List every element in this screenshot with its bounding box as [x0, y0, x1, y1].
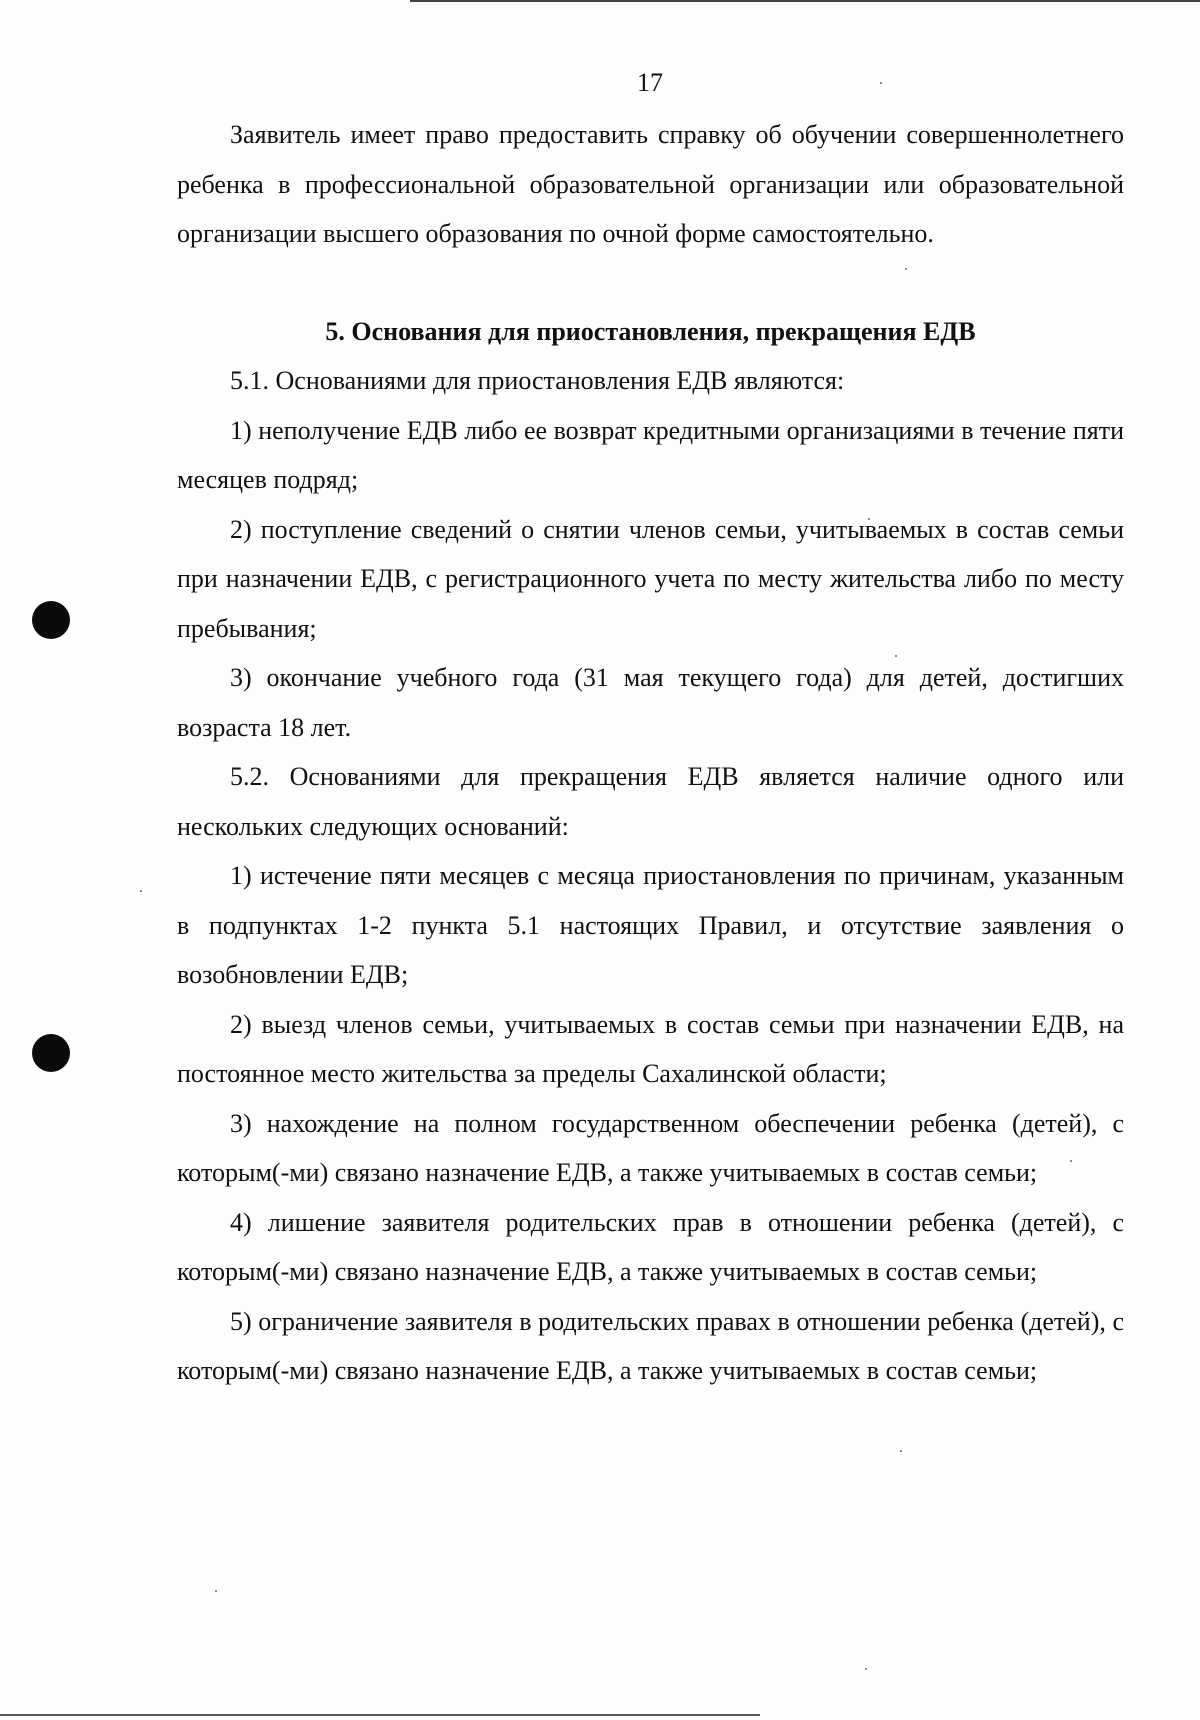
subsection-5-1-item-2: 2) поступление сведений о снятии членов семьи, учитываемых в состав семьи при назначении ЕДВ, с регистрационного учета по месту жительства либо по месту пребывания; [177, 514, 1124, 643]
subsection-5-1-item-3: 3) окончание учебного года (31 мая текущего года) для детей, достигших возраста 18 лет. [177, 663, 1124, 742]
subsection-5-2-item-1: 1) истечение пяти месяцев с месяца приостановления по причинам, указанным в подпунктах 1-2 пункта 5.1 настоящих Правил, и отсутствие заявления о возобновлении ЕДВ; [177, 861, 1124, 989]
punch-hole-lower [32, 1034, 70, 1072]
subsection-5-2-item-3: 3) нахождение на полном государственном обеспечении ребенка (детей), с которым(-ми) связано назначение ЕДВ, а также учитываемых в состав семьи; [177, 1108, 1124, 1187]
section-heading: 5. Основания для приостановления, прекращения ЕДВ [325, 316, 976, 346]
subsection-5-1-item-1: 1) неполучение ЕДВ либо ее возврат кредитными организациями в течение пяти месяцев подряд; [177, 415, 1124, 494]
scan-speck [140, 890, 142, 892]
subsection-5-2-title: 5.2. Основаниями для прекращения ЕДВ является наличие одного или нескольких следующих оснований: [177, 762, 1124, 841]
document-body [177, 110, 1124, 1396]
scan-edge-bottom [0, 1714, 760, 1716]
subsection-5-1-title: 5.1. Основаниями для приостановления ЕДВ являются: [230, 366, 845, 395]
scan-speck [215, 1590, 217, 1592]
scan-speck [900, 1450, 902, 1452]
punch-hole-upper [32, 601, 70, 639]
scan-edge-top [410, 0, 1200, 2]
subsection-5-2-item-4: 4) лишение заявителя родительских прав в отношении ребенка (детей), с которым(-ми) связано назначение ЕДВ, а также учитываемых в состав семьи; [177, 1207, 1124, 1286]
scan-speck [865, 1668, 867, 1670]
page-number: 17 [637, 68, 663, 97]
intro-paragraph: Заявитель имеет право предоставить справку об обучении совершеннолетнего ребенка в профессиональной образовательной организации или образовательной организации высшего образования по очной форме самостоятельно. [177, 120, 1124, 248]
subsection-5-2-item-5: 5) ограничение заявителя в родительских правах в отношении ребенка (детей), с которым(-ми) связано назначение ЕДВ, а также учитываемых в состав семьи; [177, 1306, 1124, 1385]
subsection-5-2-item-2: 2) выезд членов семьи, учитываемых в состав семьи при назначении ЕДВ, на постоянное место жительства за пределы Сахалинской области; [177, 1009, 1124, 1088]
